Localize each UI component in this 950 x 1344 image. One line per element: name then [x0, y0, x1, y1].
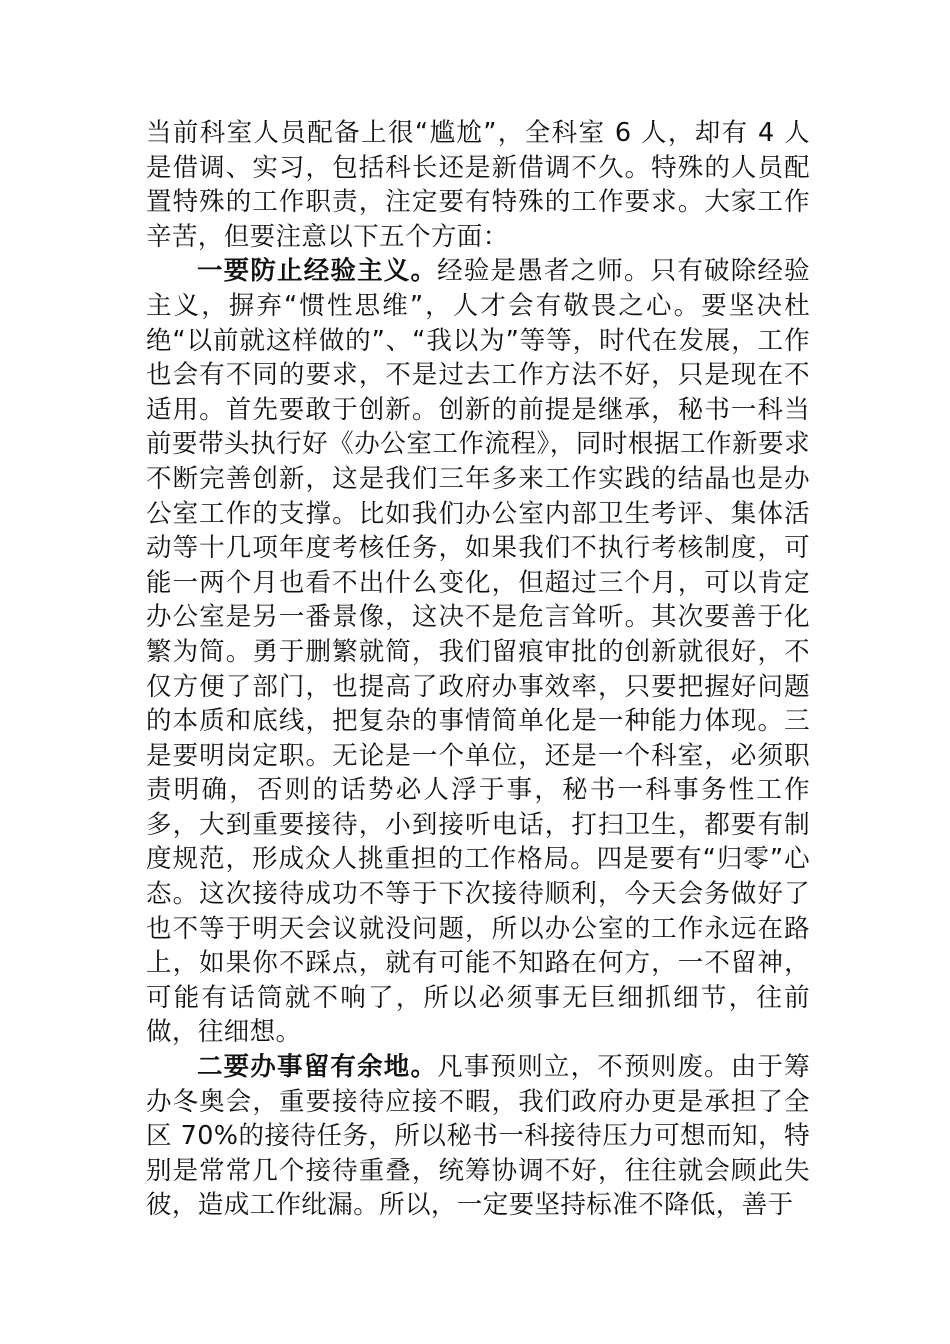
paragraph-heading: 一要防止经验主义。: [197, 256, 438, 287]
paragraph-heading: 二要办事留有余地。: [197, 1052, 438, 1083]
paragraph-one: [146, 254, 810, 1050]
paragraph-text: 经验是愚者之师。只有破除经验主义，摒弃“惯性思维”，人才会有敬畏之心。要坚决杜绝“以前就这样做的”、“我以为”等等，时代在发展，工作也会有不同的要求，不是过去工作方法不好，只是现在不适用。首先要敢于创新。创新的前提是继承，秘书一科当前要带头执行好《办公室工作流程》，同时根据工作新要求不断完善创新，这是我们三年多来工作实践的结晶也是办公室工作的支撑。比如我们办公室内部卫生考评、集体活动等十几项年度考核任务，如果我们不执行考核制度，可能一两个月也看不出什么变化，但超过三个月，可以肯定办公室是另一番景像，这决不是危言耸听。其次要善于化繁为简。勇于删繁就简，我们留痕审批的创新就很好，不仅方便了部门，也提高了政府办事效率，只要把握好问题的本质和底线，把复杂的事情简单化是一种能力体现。三是要明岗定职。无论是一个单位，还是一个科室，必须职责明确，否则的话势必人浮于事，秘书一科事务性工作多，大到重要接待，小到接听电话，打扫卫生，都要有制度规范，形成众人挑重担的工作格局。四是要有“归零”心态。这次接待成功不等于下次接待顺利，今天会务做好了也不等于明天会议就没问题，所以办公室的工作永远在路上，如果你不踩点，就有可能不知路在何方，一不留神，可能有话筒就不响了，所以必须事无巨细抓细节，往前做，往细想。: [146, 256, 810, 1048]
paragraph-text: 当前科室人员配备上很“尴尬”，全科室 6 人，却有 4 人是借调、实习，包括科长还是新借调不久。特殊的人员配置特殊的工作职责，注定要有特殊的工作要求。大家工作辛苦，但要注意以下五个方面：: [146, 118, 810, 252]
paragraph-two: [146, 1050, 810, 1223]
document-body: [146, 116, 810, 1223]
paragraph-text: 凡事预则立，不预则废。由于筹办冬奥会，重要接待应接不暇，我们政府办更是承担了全区 70%的接待任务，所以秘书一科接待压力可想而知，特别是常常几个接待重叠，统筹协调不好，往往就会顾此失彼，造成工作纰漏。所以，一定要坚持标准不降低，善于: [146, 1052, 810, 1221]
paragraph-intro: [146, 116, 810, 254]
